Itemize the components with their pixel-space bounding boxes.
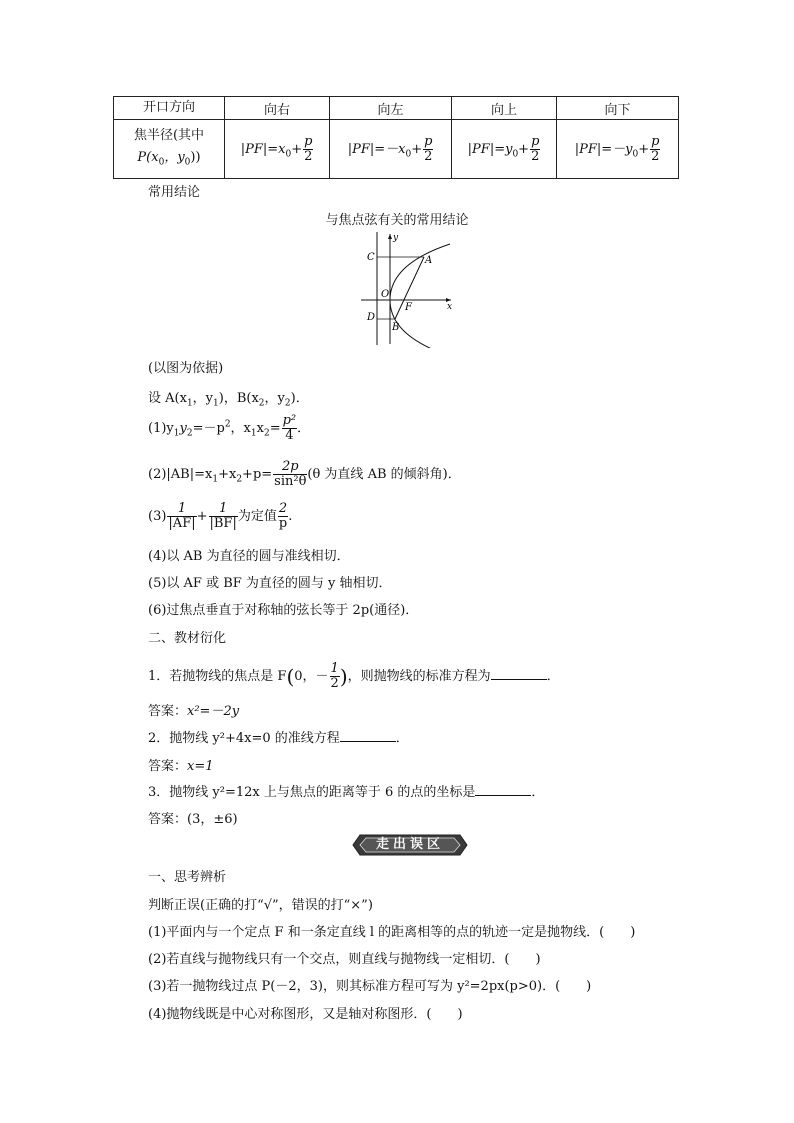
table-header-cell: 向右 [225, 97, 330, 120]
row-label-cell [114, 120, 225, 179]
row-label-line1: 焦半径(其中 [133, 127, 205, 143]
conclusion-3: (3) $\frac{1}{|AF|}$ + $\frac{1}{|BF|}$ 为定值 $\frac{2}{p}$ . [148, 501, 293, 531]
conclusion-4: (4)以 AB 为直径的圆与准线相切． [148, 549, 350, 564]
table-header-cell: 向左 [330, 97, 452, 120]
table-row [114, 120, 679, 179]
answer-2: 答案：x=1 [148, 759, 214, 774]
table-header-cell: 开口方向 [114, 97, 225, 120]
table-cell: $|PF|=y_0+$ $\frac{p}{2}$ [451, 120, 556, 179]
question-2: 2．抛物线 y²+4x=0 的准线方程 ． [148, 731, 409, 746]
answer-1: 答案：x²=－2y [148, 704, 240, 719]
answer-blank[interactable] [491, 667, 547, 680]
answer-blank[interactable] [340, 729, 396, 742]
answer-blank[interactable] [475, 783, 531, 796]
table-cell: $|PF|=-y_0+$ $\frac{p}{2}$ [557, 120, 679, 179]
table-cell: $|PF|=-x_0+$ $\frac{p}{2}$ [330, 120, 452, 179]
table-header-cell: 向上 [451, 97, 556, 120]
conclusion-5: (5)以 AF 或 BF 为直径的圆与 y 轴相切． [148, 576, 392, 591]
table-header-row [114, 97, 679, 120]
question-3: 3．抛物线 y²=12x 上与焦点的距离等于 6 的点的坐标是 ． [148, 785, 545, 800]
judge-instruction: 判断正误(正确的打“√”，错误的打“×”) [148, 898, 373, 913]
conclusion-1: $(1)y_1y_2=-p^2$，$x_1x_2=$ $\frac{\text{p²}}{4}$ ． [148, 413, 311, 443]
focal-chord-title: 与焦点弦有关的常用结论 [325, 213, 469, 228]
parabola-diagram [355, 230, 455, 348]
table-cell: $|PF|=x_0+$ $\frac{p}{2}$ [225, 120, 330, 179]
section-heading-textbook: 二、教材衍化 [148, 631, 227, 646]
label-F: F [405, 302, 412, 313]
let-points: 设 $A(x_1$，$y_1$)，$B(x_2$，$y_2$)． [148, 391, 309, 409]
label-O: O [381, 289, 390, 300]
banner-title: 走出误区 [375, 837, 444, 852]
judge-item-2: (2)若直线与抛物线只有一个交点，则直线与抛物线一定相切．( ) [148, 952, 541, 967]
label-A: A [425, 255, 433, 266]
section-heading-think: 一、思考辨析 [148, 870, 227, 885]
answer-3: 答案：(3，±6) [148, 812, 238, 827]
question-1: 1．若抛物线的焦点是 F(0，－ $\frac{1}{2}$ )，则抛物线的标准方程为 ． [148, 661, 560, 691]
label-B: B [392, 322, 400, 333]
label-x: x [447, 302, 453, 312]
judge-item-3: (3)若一抛物线过点 P(－2，3)，则其标准方程可写为 y²=2px(p>0)．( ) [148, 979, 592, 994]
judge-item-1: (1)平面内与一个定点 F 和一条定直线 l 的距离相等的点的轨迹一定是抛物线．( ) [148, 925, 636, 940]
judge-item-4: (4)抛物线既是中心对称图形，又是轴对称图形．( ) [148, 1007, 463, 1022]
table-header-cell: 向下 [557, 97, 679, 120]
label-y: y [393, 233, 399, 243]
label-C: C [367, 252, 375, 263]
focal-radius-table [113, 96, 679, 179]
section-banner [352, 834, 468, 856]
label-D: D [367, 312, 376, 323]
section-heading-common: 常用结论 [148, 185, 201, 200]
conclusion-6: (6)过焦点垂直于对称轴的弦长等于 2p(通径)． [148, 603, 419, 618]
conclusion-2: $(2)|AB|=x_1+x_2+p=$ $\frac{2p}{\text{sin²θ}}$ (θ 为直线 AB 的倾斜角)． [148, 459, 461, 489]
row-label-line2: $P(x_0$，$y_0$)) [137, 149, 201, 168]
y-axis-arrow-icon [388, 234, 392, 239]
basis-note: (以图为依据) [148, 361, 224, 376]
